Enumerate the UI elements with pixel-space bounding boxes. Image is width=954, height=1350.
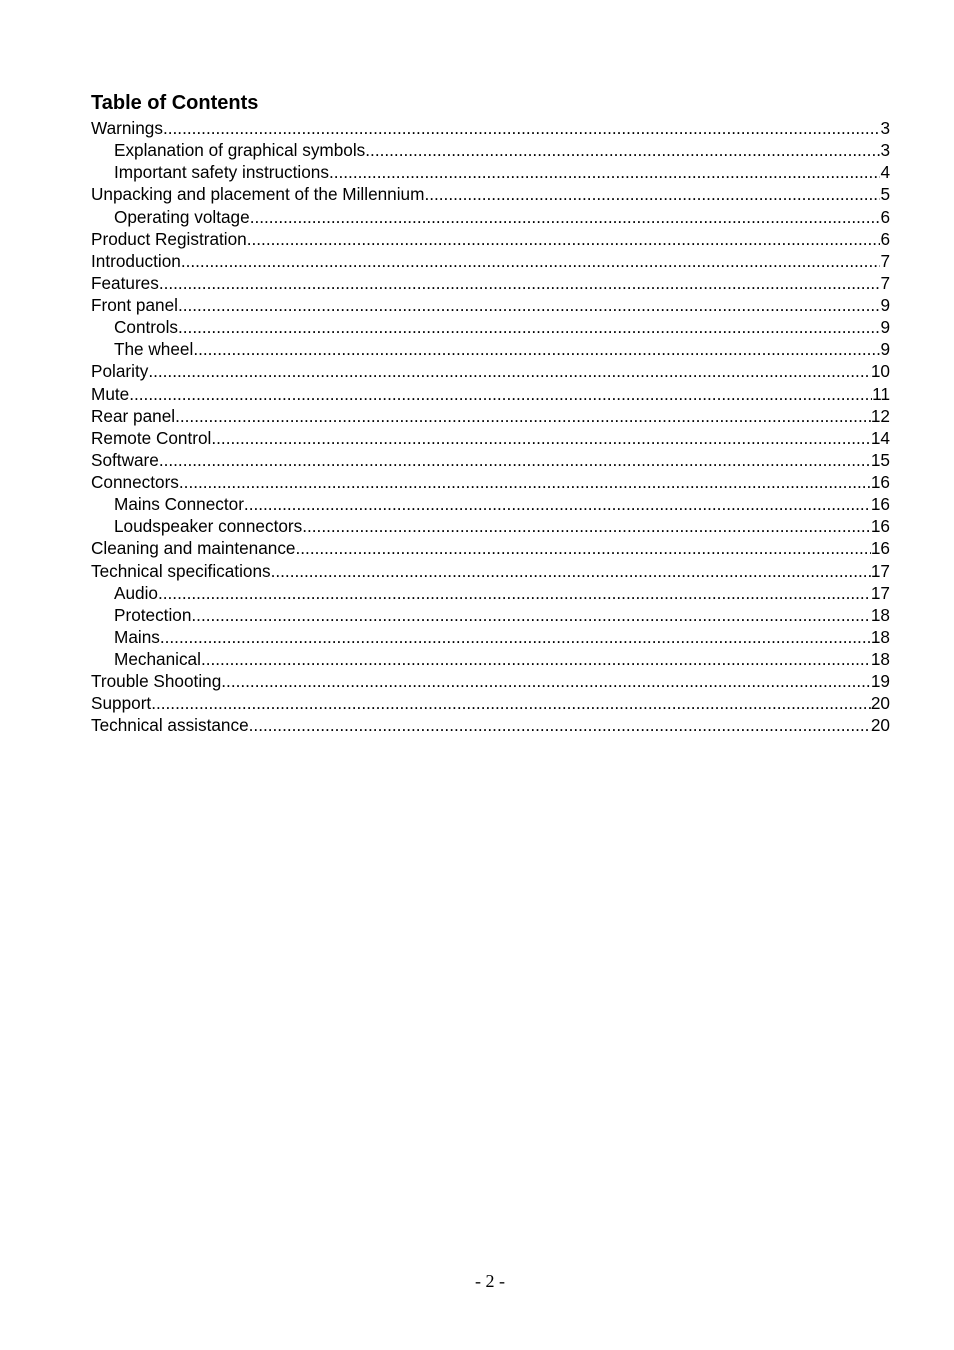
toc-entry-label: Audio [114,582,158,603]
toc-entry[interactable] [91,692,890,714]
toc-entry-label: Controls [114,317,178,338]
page-number: - 2 - [475,1271,505,1291]
toc-entry-label: Support [91,693,152,714]
toc-entry-page: 3 [880,118,890,138]
toc-entry[interactable] [91,161,890,183]
toc-entry-label: Product Registration [91,228,247,249]
toc-entry[interactable] [91,206,890,228]
toc-dot-leader [191,604,870,626]
toc-entry-page: 4 [880,162,890,183]
toc-entry-page: 6 [880,228,890,249]
toc-entry[interactable] [91,604,890,626]
toc-entry-label: Remote Control [91,427,212,448]
toc-entry-label: Front panel [91,295,178,315]
toc-entry-page: 17 [870,582,890,603]
toc-dot-leader [247,228,881,250]
toc-entry-label: The wheel [114,339,194,360]
toc-entry[interactable] [91,449,890,471]
table-of-contents [91,90,890,737]
toc-entry[interactable] [91,648,890,670]
toc-entry[interactable] [91,626,890,648]
toc-dot-leader [365,139,880,161]
toc-dot-leader [158,582,871,604]
toc-entry[interactable] [91,405,890,427]
toc-entry-page: 17 [870,560,890,581]
toc-entry-label: Software [91,449,159,470]
toc-dot-leader [151,692,871,714]
toc-dot-leader [296,537,871,559]
toc-dot-leader [424,183,880,205]
toc-entry[interactable] [91,714,890,736]
toc-dot-leader [249,714,871,736]
toc-entry[interactable] [91,582,890,604]
toc-entry-label: Polarity [91,361,149,382]
toc-dot-leader [221,670,871,692]
toc-entry[interactable] [91,316,890,338]
toc-dot-leader [159,272,881,294]
toc-list [91,117,890,737]
toc-entry-label: Introduction [91,250,181,271]
toc-entry-page: 3 [880,140,890,161]
toc-entry[interactable] [91,183,890,205]
toc-dot-leader [179,471,871,493]
toc-entry[interactable] [91,272,890,294]
toc-entry-page: 9 [880,339,890,360]
toc-entry-label: Loudspeaker connectors [114,516,303,537]
toc-entry-page: 9 [880,317,890,338]
toc-entry-label: Mains Connector [114,494,244,515]
toc-dot-leader [244,493,871,515]
toc-entry-page: 20 [870,693,890,714]
toc-entry[interactable] [91,383,890,405]
toc-entry[interactable] [91,471,890,493]
toc-entry-page: 12 [870,405,890,426]
toc-dot-leader [178,316,880,338]
toc-entry-label: Mechanical [114,649,201,669]
toc-dot-leader [160,626,871,648]
toc-entry[interactable] [91,493,890,515]
toc-entry-label: Explanation of graphical symbols [114,140,366,161]
toc-entry[interactable] [91,294,890,316]
toc-entry-label: Technical assistance [91,715,249,736]
toc-entry-page: 14 [870,427,890,448]
toc-entry-label: Connectors [91,472,179,492]
toc-entry-page: 15 [870,449,890,470]
toc-dot-leader [181,250,881,272]
toc-entry-page: 5 [880,184,890,205]
toc-entry-label: Technical specifications [91,560,271,581]
toc-entry-page: 9 [880,295,890,315]
toc-dot-leader [148,360,871,382]
toc-entry-page: 18 [870,626,890,647]
toc-entry[interactable] [91,360,890,382]
toc-entry[interactable] [91,338,890,360]
toc-entry-page: 18 [870,649,890,669]
toc-dot-leader [211,427,871,449]
toc-dot-leader [250,206,881,228]
toc-dot-leader [129,383,872,405]
toc-entry[interactable] [91,117,890,139]
toc-entry[interactable] [91,670,890,692]
toc-entry[interactable] [91,228,890,250]
toc-entry[interactable] [91,515,890,537]
toc-entry-page: 18 [870,604,890,625]
toc-entry-label: Protection [114,604,192,625]
toc-entry-label: Trouble Shooting [91,671,222,692]
toc-entry-label: Important safety instructions [114,162,329,183]
toc-entry-page: 16 [870,494,890,515]
toc-dot-leader [159,449,871,471]
toc-entry-label: Mains [114,626,160,647]
toc-entry-page: 16 [870,516,890,537]
toc-entry-page: 10 [870,361,890,382]
toc-entry[interactable] [91,250,890,272]
toc-entry-page: 16 [870,538,890,559]
toc-entry[interactable] [91,427,890,449]
toc-entry-page: 11 [872,383,890,404]
toc-entry-label: Mute [91,383,130,404]
toc-entry-label: Operating voltage [114,206,250,227]
toc-dot-leader [302,515,871,537]
toc-entry-label: Rear panel [91,405,176,426]
toc-title: Table of Contents [91,92,259,114]
toc-entry-label: Warnings [91,118,163,138]
toc-dot-leader [201,648,871,670]
toc-entry-page: 19 [870,671,890,692]
toc-dot-leader [329,161,881,183]
toc-entry-page: 20 [870,715,890,736]
toc-dot-leader [193,338,880,360]
toc-entry[interactable] [91,139,890,161]
toc-entry-page: 7 [880,272,890,293]
toc-entry-page: 6 [880,206,890,227]
toc-entry-page: 7 [880,250,890,271]
toc-entry-page: 16 [870,472,890,492]
toc-dot-leader [175,405,871,427]
toc-entry-label: Unpacking and placement of the Millennium [91,184,425,205]
toc-entry-label: Features [91,272,159,293]
toc-entry[interactable] [91,560,890,582]
toc-entry[interactable] [91,537,890,559]
toc-dot-leader [178,294,880,316]
toc-dot-leader [271,560,871,582]
toc-entry-label: Cleaning and maintenance [91,538,296,559]
toc-dot-leader [163,117,880,139]
